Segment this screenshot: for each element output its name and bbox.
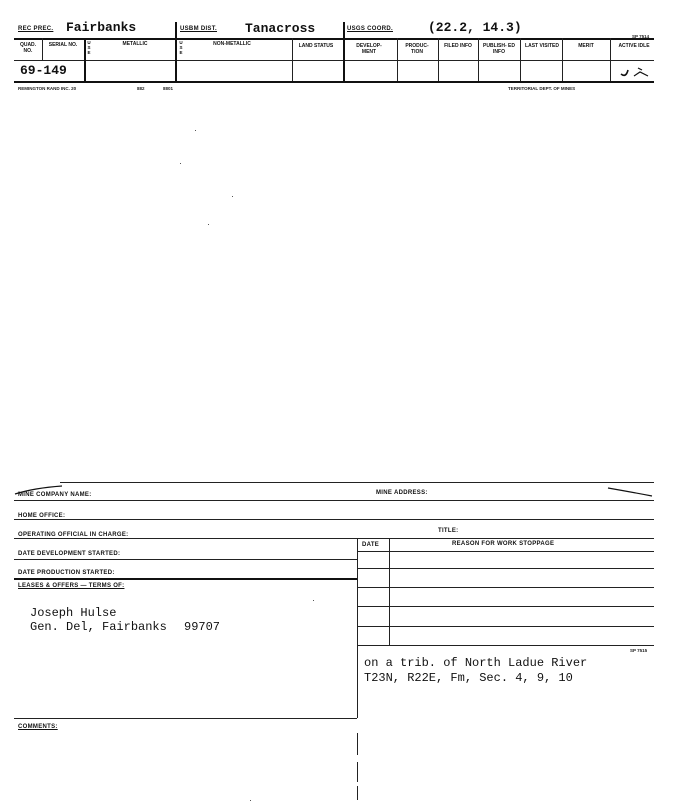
mine-address-label: MINE ADDRESS:	[376, 490, 428, 496]
col-active-idle: ACTIVE IDLE	[618, 43, 650, 49]
col-use-2: U S E	[179, 40, 183, 55]
speck	[208, 224, 209, 225]
col-non-metallic: NON-METALLIC	[213, 41, 251, 47]
col-filed-info: FILED INFO	[444, 43, 472, 49]
col-quad-no: QUAD. NO.	[19, 42, 37, 54]
rec-prec-value: Fairbanks	[66, 20, 137, 35]
rec-prec-label: REC PREC.	[18, 26, 54, 32]
col-production: PRODUC- TION	[405, 43, 429, 55]
location-line-2: T23N, R22E, Fm, Sec. 4, 9, 10	[364, 671, 573, 685]
location-line-1: on a trib. of North Ladue River	[364, 656, 588, 670]
speck	[232, 196, 233, 197]
leases-line-2: Gen. Del, Fairbanks	[30, 620, 167, 634]
col-land-status: LAND STATUS	[298, 43, 334, 49]
speck	[250, 800, 251, 801]
speck	[313, 600, 314, 601]
quad-serial-value: 69-149	[20, 63, 67, 78]
col-serial-no: SERIAL NO.	[48, 42, 78, 48]
mine-company-label: MINE COMPANY NAME:	[18, 492, 92, 498]
reason-column-header: REASON FOR WORK STOPPAGE	[452, 541, 555, 547]
active-mark-icon	[618, 64, 654, 80]
col-merit: MERIT	[578, 43, 594, 49]
col-metallic: METALLIC	[122, 41, 148, 47]
home-office-label: HOME OFFICE:	[18, 513, 66, 519]
title-label: TITLE:	[438, 528, 459, 534]
date-column-header: DATE	[362, 542, 380, 548]
usbm-dist-value: Tanacross	[245, 21, 316, 36]
printer-imprint: REMINGTON RAND INC. 20	[18, 86, 77, 91]
date-production-label: DATE PRODUCTION STARTED:	[18, 570, 115, 576]
usgs-coord-label: USGS COORD.	[347, 26, 393, 32]
leases-label: LEASES & OFFERS — TERMS OF:	[18, 583, 125, 589]
printer-code-2: 8801	[163, 86, 174, 91]
pen-stroke-right-icon	[606, 486, 654, 498]
printer-code-1: 882	[137, 86, 145, 91]
speck	[195, 130, 196, 131]
usbm-dist-label: USBM DIST.	[180, 26, 218, 32]
leases-zip: 99707	[184, 620, 221, 634]
dept-imprint: TERRITORIAL DEPT. OF MINES	[508, 86, 576, 91]
date-development-label: DATE DEVELOPMENT STARTED:	[18, 551, 121, 557]
form-number: SP 7514	[632, 34, 650, 39]
comments-label: COMMENTS:	[18, 724, 58, 730]
operating-official-label: OPERATING OFFICIAL IN CHARGE:	[18, 532, 129, 538]
col-published-info: PUBLISH- ED INFO	[483, 43, 515, 55]
form-number-2: SP 7515	[630, 648, 648, 653]
col-last-visited: LAST VISITED	[525, 43, 559, 49]
speck	[180, 163, 181, 164]
col-development: DEVELOP- MENT	[356, 43, 382, 55]
col-use-1: U S E	[87, 40, 91, 55]
leases-line-1: Joseph Hulse	[30, 606, 117, 620]
usgs-coord-value: (22.2, 14.3)	[428, 20, 522, 35]
